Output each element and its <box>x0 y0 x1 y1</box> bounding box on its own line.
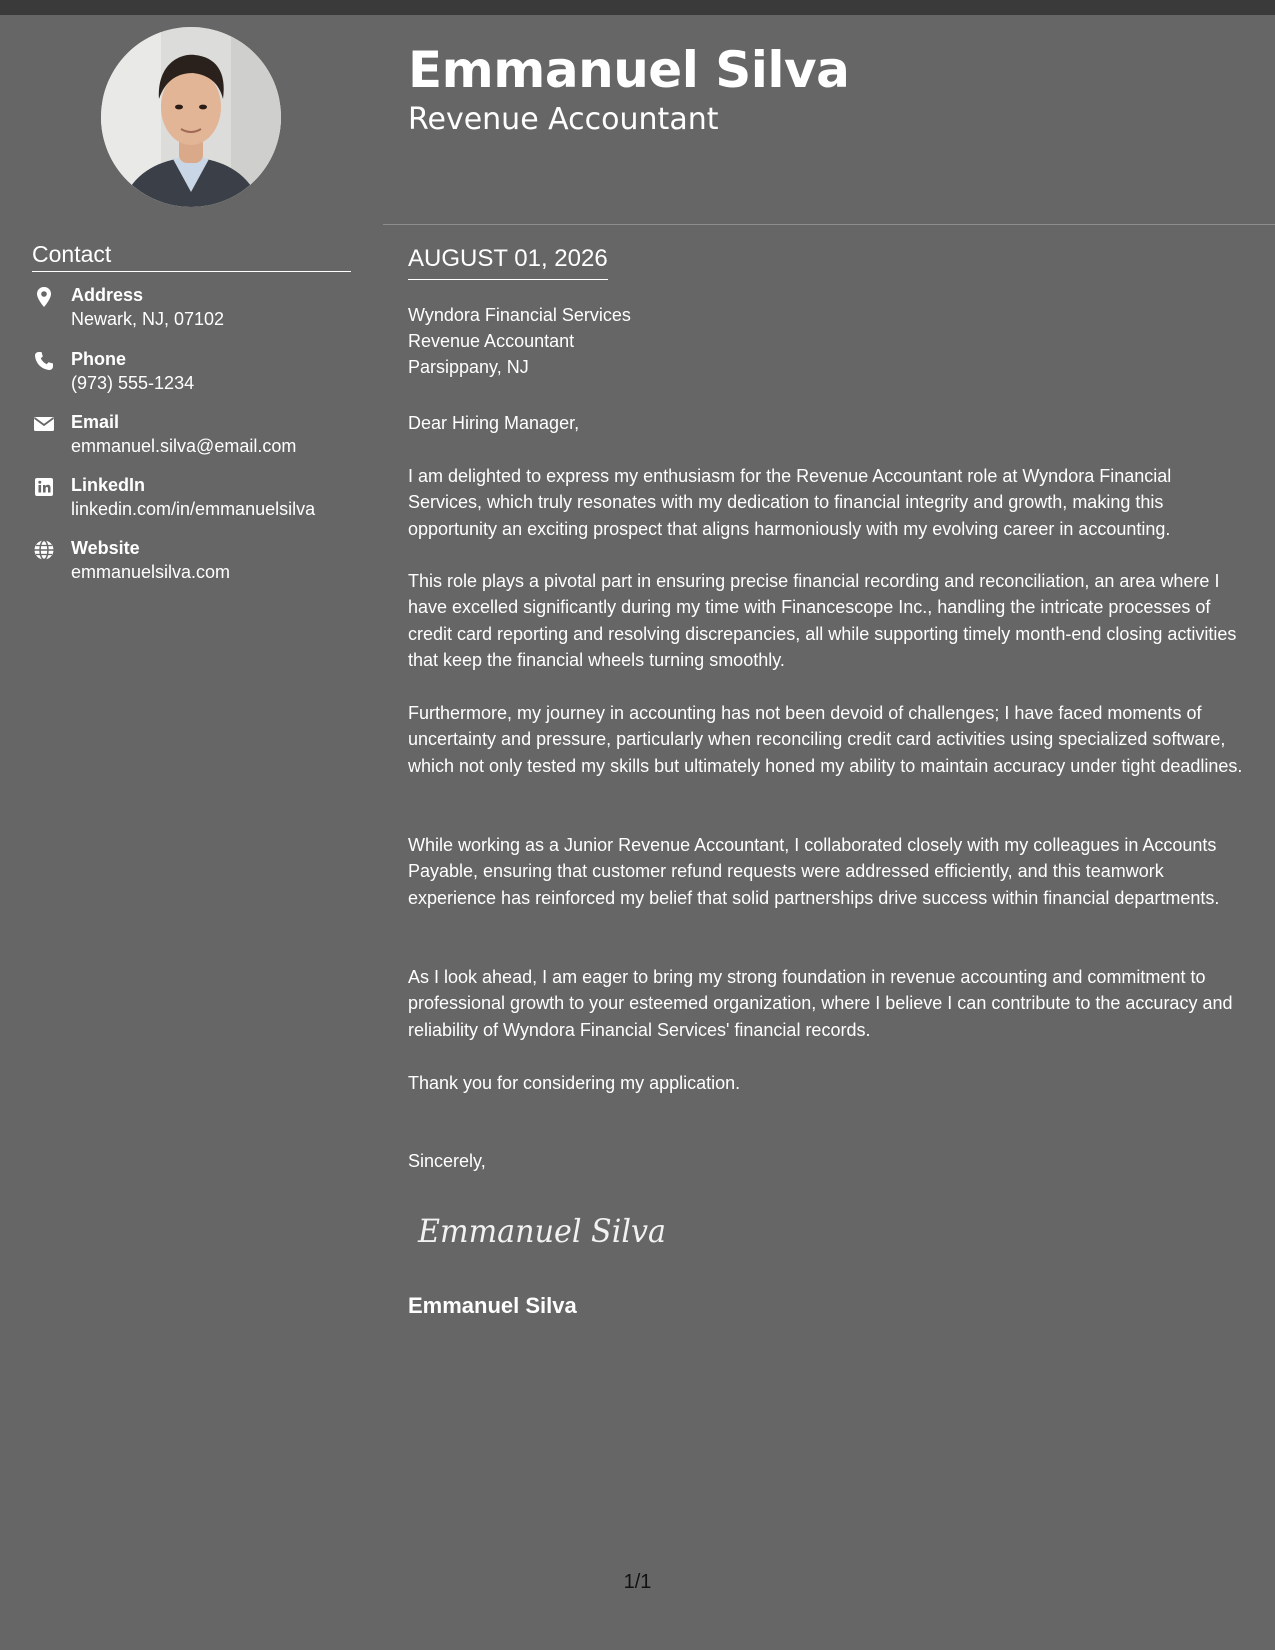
letter-paragraph: While working as a Junior Revenue Accountant, I collaborated closely with my colleagues in Accounts Payable, ensuring that customer refund requests were addressed efficiently, and this teamwork experience has reinforced my belief that solid partnerships drive success within financial departments. <box>408 835 1220 908</box>
contact-label-phone: Phone <box>71 349 127 369</box>
contact-value-website: emmanuelsilva.com <box>71 562 231 582</box>
recipient-location: Parsippany, NJ <box>408 357 529 377</box>
contact-value-linkedin: linkedin.com/in/emmanuelsilva <box>71 499 316 519</box>
globe-icon <box>32 538 56 562</box>
closing: Sincerely, <box>408 1151 486 1171</box>
salutation: Dear Hiring Manager, <box>408 413 580 433</box>
letter-date: AUGUST 01, 2026 <box>408 244 608 280</box>
contact-heading: Contact <box>32 240 351 272</box>
letter-paragraph: Thank you for considering my application. <box>408 1073 741 1093</box>
avatar <box>101 27 281 207</box>
top-bar <box>0 0 1275 15</box>
contact-value-email: emmanuel.silva@email.com <box>71 436 297 456</box>
envelope-icon <box>32 412 56 436</box>
phone-icon <box>32 349 56 373</box>
contact-label-email: Email <box>71 412 120 432</box>
recipient-position: Revenue Accountant <box>408 331 575 351</box>
location-pin-icon <box>32 285 56 309</box>
contact-label-website: Website <box>71 538 140 558</box>
letter-paragraph: I am delighted to express my enthusiasm for the Revenue Accountant role at Wyndora Financial Services, which truly resonates with my dedication to financial integrity and growth, making this opportunity an exciting prospect that aligns harmoniously with my evolving career in accounting. <box>408 466 1172 539</box>
letter-paragraph: As I look ahead, I am eager to bring my strong foundation in revenue accounting and commitment to professional growth to your esteemed organization, where I believe I can contribute to the accuracy and reliability of Wyndora Financial Services' financial records. <box>408 967 1233 1040</box>
contact-label-linkedin: LinkedIn <box>71 475 146 495</box>
header-divider <box>383 224 1275 225</box>
contact-value-address: Newark, NJ, 07102 <box>71 309 225 329</box>
recipient-company: Wyndora Financial Services <box>408 305 631 325</box>
recipient-block <box>408 302 631 380</box>
letter-paragraph: Furthermore, my journey in accounting has not been devoid of challenges; I have faced moments of uncertainty and pressure, particularly when reconciling credit card activities using specialized software, which not only tested my skills but ultimately honed my ability to maintain accuracy under tight deadlines. <box>408 703 1243 776</box>
contact-value-phone: (973) 555-1234 <box>71 373 195 393</box>
linkedin-icon <box>32 475 56 499</box>
signature <box>414 1204 674 1256</box>
letter-paragraph: This role plays a pivotal part in ensuring precise financial recording and reconciliation, an area where I have excelled significantly during my time with Financescope Inc., handling the intricate processes of credit card reporting and resolving discrepancies, all while supporting timely month-end closing activities that keep the financial wheels turning smoothly. <box>408 571 1237 670</box>
svg-text:Emmanuel Silva: Emmanuel Silva <box>417 1212 666 1250</box>
candidate-name: Emmanuel Silva <box>408 41 850 99</box>
contact-label-address: Address <box>71 285 144 305</box>
signer-name: Emmanuel Silva <box>408 1293 577 1318</box>
job-title: Revenue Accountant <box>408 102 719 137</box>
page-number: 1/1 <box>623 1571 652 1593</box>
